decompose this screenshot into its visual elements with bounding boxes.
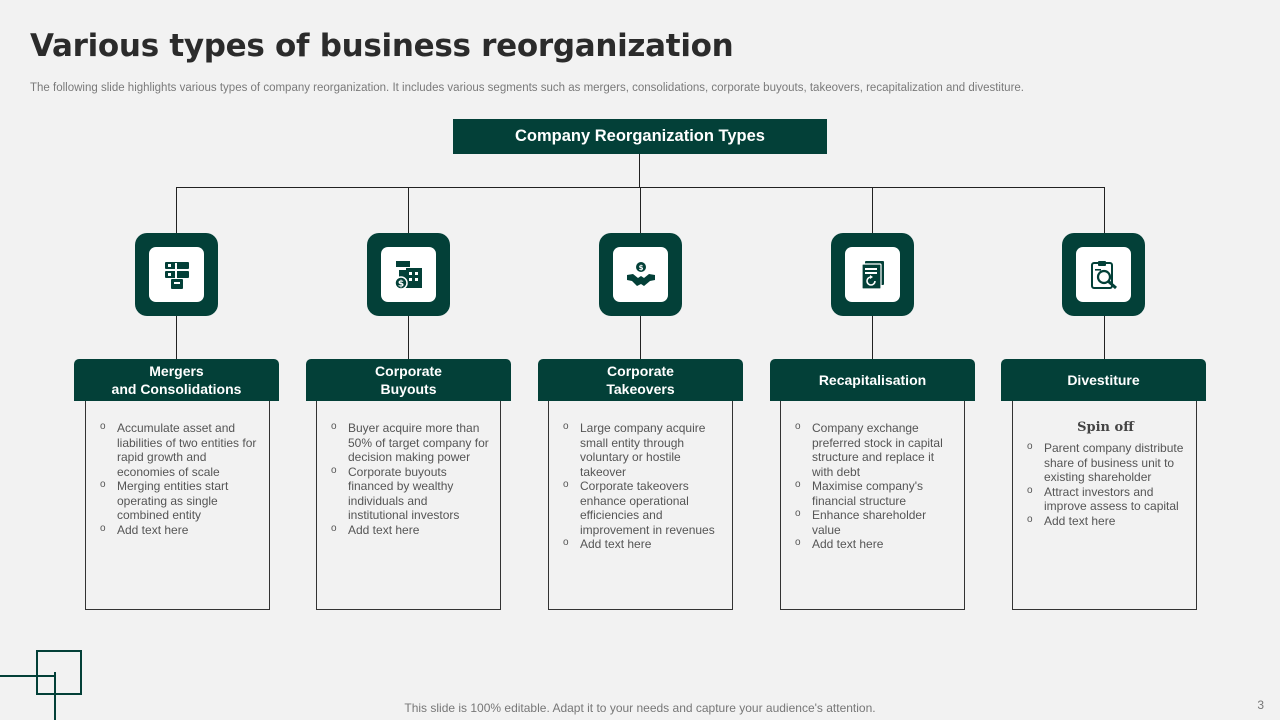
list-item: o Enhance shareholder value <box>793 508 954 537</box>
server-icon <box>160 258 194 292</box>
handshake-icon <box>624 258 658 292</box>
bullet-list <box>98 421 259 537</box>
page-subtitle: The following slide highlights various types of company reorganization. It includes various segments such as mergers, consolidations, corporate buyouts, takeovers, recapitalization and divestiture. <box>30 82 1024 94</box>
header-buyouts: Corporate Buyouts <box>306 359 511 401</box>
list-item: o Add text here <box>1025 514 1186 529</box>
list-item: o Parent company distribute share of business unit to existing shareholder <box>1025 441 1186 485</box>
list-item: o Add text here <box>329 523 490 538</box>
icon-tile-takeovers <box>599 233 682 316</box>
list-item: o Add text here <box>98 523 259 538</box>
root-node <box>453 119 827 154</box>
icon-connector-2 <box>408 316 409 359</box>
page-title: Various types of business reorganization <box>30 28 734 64</box>
bullet-list <box>1025 441 1186 528</box>
list-item: o Buyer acquire more than 50% of target company for decision making power <box>329 421 490 465</box>
list-item: o Accumulate asset and liabilities of two entities for rapid growth and economies of scale <box>98 421 259 479</box>
list-item: o Attract investors and improve assess to capital <box>1025 485 1186 514</box>
bullet-list <box>329 421 490 537</box>
header-mergers: Mergers and Consolidations <box>74 359 279 401</box>
card-divestiture <box>1012 401 1197 610</box>
branch-drop-4 <box>872 187 873 233</box>
icon-tile-divestiture <box>1062 233 1145 316</box>
document-refresh-icon <box>856 258 890 292</box>
card-recapitalisation <box>780 401 965 610</box>
list-item: o Add text here <box>793 537 954 552</box>
icon-connector-5 <box>1104 316 1105 359</box>
icon-connector-1 <box>176 316 177 359</box>
header-recapitalisation: Recapitalisation <box>770 359 975 401</box>
header-takeovers: Corporate Takeovers <box>538 359 743 401</box>
branch-drop-5 <box>1104 187 1105 233</box>
icon-connector-4 <box>872 316 873 359</box>
root-label: Company Reorganization Types <box>515 127 765 145</box>
branch-drop-3 <box>640 187 641 233</box>
branch-drop-2 <box>408 187 409 233</box>
list-item: o Large company acquire small entity through voluntary or hostile takeover <box>561 421 722 479</box>
list-item: o Maximise company's financial structure <box>793 479 954 508</box>
card-buyouts <box>316 401 501 610</box>
clipboard-search-icon <box>1087 258 1121 292</box>
list-item: o Corporate buyouts financed by wealthy individuals and institutional investors <box>329 465 490 523</box>
header-divestiture: Divestiture <box>1001 359 1206 401</box>
root-connector <box>639 154 640 188</box>
list-item: o Corporate takeovers enhance operational efficiencies and improvement in revenues <box>561 479 722 537</box>
bullet-list <box>561 421 722 552</box>
list-item: o Company exchange preferred stock in capital structure and replace it with debt <box>793 421 954 479</box>
corner-decoration-horizontal-line <box>0 675 56 677</box>
svg-text:$: $ <box>638 263 643 272</box>
corner-decoration-square <box>36 650 82 695</box>
icon-tile-recapitalisation <box>831 233 914 316</box>
page-number: 3 <box>1257 698 1264 712</box>
card-mergers <box>85 401 270 610</box>
list-item: o Add text here <box>561 537 722 552</box>
icon-tile-mergers <box>135 233 218 316</box>
card-heading: Spin off <box>1077 420 1134 435</box>
card-takeovers <box>548 401 733 610</box>
bullet-list <box>793 421 954 552</box>
icon-tile-buyouts <box>367 233 450 316</box>
icon-connector-3 <box>640 316 641 359</box>
buildings-dollar-icon <box>392 258 426 292</box>
list-item: o Merging entities start operating as single combined entity <box>98 479 259 523</box>
branch-drop-1 <box>176 187 177 233</box>
footer-note: This slide is 100% editable. Adapt it to your needs and capture your audience's attention. <box>404 701 876 715</box>
svg-text:$: $ <box>397 279 404 289</box>
